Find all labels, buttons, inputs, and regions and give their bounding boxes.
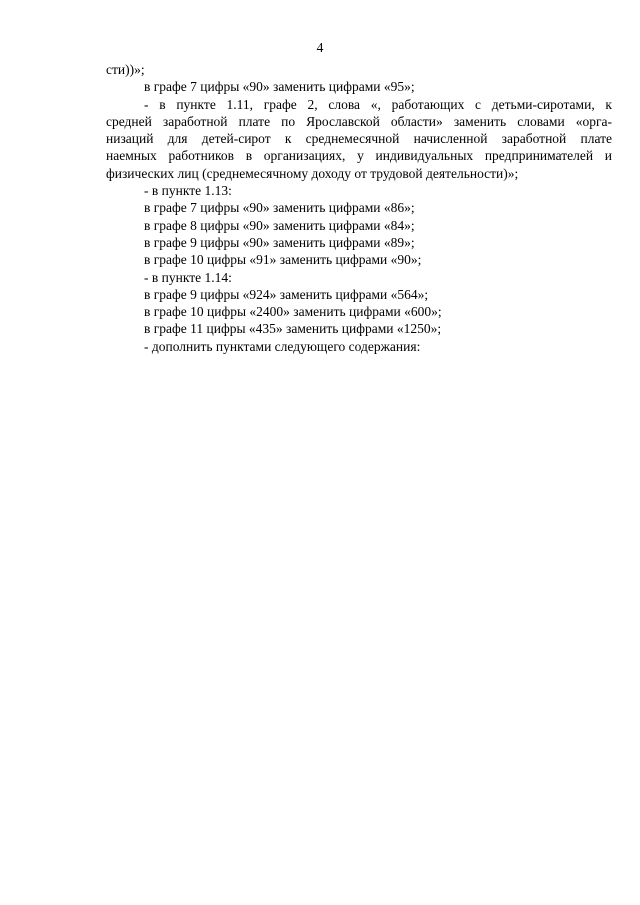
text-line: в графе 11 цифры «435» заменить цифрами «1250»; (144, 321, 442, 337)
text-line: наемных работников в организациях, у индивидуальных предпринимателей и (106, 148, 612, 164)
text-line: в графе 7 цифры «90» заменить цифрами «95»; (144, 79, 415, 95)
document-body (106, 61, 612, 355)
page-number: 4 (316, 40, 324, 55)
text-line: - в пункте 1.11, графе 2, слова «, работающих с детьми-сиротами, к (144, 96, 612, 112)
text-line: средней заработной плате по Ярославской области» заменить словами «орга- (106, 113, 612, 129)
text-line: в графе 10 цифры «91» заменить цифрами «90»; (144, 252, 422, 268)
text-line: в графе 7 цифры «90» заменить цифрами «86»; (144, 200, 415, 216)
text-line: физических лиц (среднемесячному доходу от трудовой деятельности)»; (106, 165, 519, 181)
text-line: в графе 9 цифры «924» заменить цифрами «564»; (144, 286, 429, 302)
text-line: - в пункте 1.13: (144, 183, 232, 199)
text-line: в графе 9 цифры «90» заменить цифрами «89»; (144, 234, 415, 250)
text-line: сти))»; (106, 62, 145, 77)
text-line: в графе 10 цифры «2400» заменить цифрами «600»; (144, 304, 442, 320)
text-line: в графе 8 цифры «90» заменить цифрами «84»; (144, 217, 415, 233)
text-line: низаций для детей-сирот к среднемесячной начисленной заработной плате (106, 131, 612, 147)
text-line: - в пункте 1.14: (144, 269, 232, 285)
text-line: - дополнить пунктами следующего содержания: (144, 338, 421, 354)
